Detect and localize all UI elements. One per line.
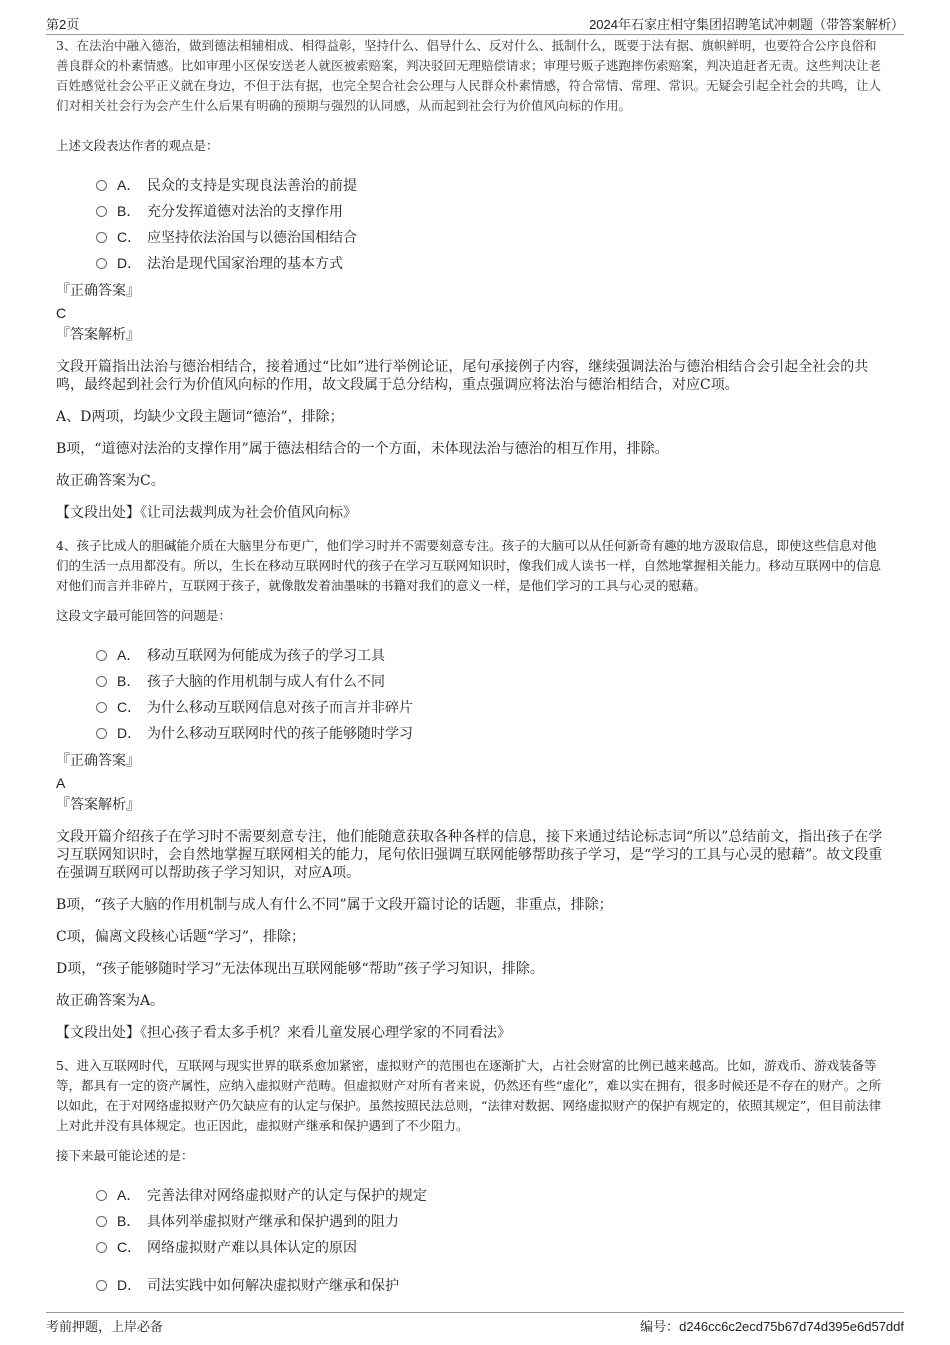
q4-options: [56, 642, 886, 746]
q5-question: 接下来最可能论述的是：: [56, 1148, 194, 1163]
page-content: [56, 34, 886, 1298]
q4-explain-label: 『答案解析』: [56, 797, 140, 813]
radio-icon[interactable]: [96, 1216, 107, 1227]
radio-icon[interactable]: [96, 180, 107, 191]
page-number: 第2页: [46, 17, 80, 32]
q5-option-a[interactable]: A． 完善法律对网络虚拟财产的认定与保护的规定: [56, 1182, 886, 1208]
q3-option-c[interactable]: C． 应坚持依法治国与以德治国相结合: [56, 224, 886, 250]
q3-explain-label: 『答案解析』: [56, 327, 140, 343]
q4-answer: A: [56, 775, 66, 791]
q3-explain-4: 故正确答案为C。: [56, 473, 165, 489]
q4-option-d[interactable]: D． 为什么移动互联网时代的孩子能够随时学习: [56, 720, 886, 746]
q4-explain-2: B项，“孩子大脑的作用机制与成人有什么不同”属于文段开篇讨论的话题，非重点，排除；: [56, 897, 613, 913]
q4-option-b[interactable]: B． 孩子大脑的作用机制与成人有什么不同: [56, 668, 886, 694]
radio-icon[interactable]: [96, 232, 107, 243]
q5-option-b[interactable]: B． 具体列举虚拟财产继承和保护遇到的阻力: [56, 1208, 886, 1234]
q5-option-d[interactable]: D． 司法实践中如何解决虚拟财产继承和保护: [56, 1272, 886, 1298]
q3-answer-label: 『正确答案』: [56, 283, 140, 299]
q4-explain-5: 故正确答案为A。: [56, 993, 165, 1009]
q4-answer-label: 『正确答案』: [56, 753, 140, 769]
radio-icon[interactable]: [96, 728, 107, 739]
q3-option-b[interactable]: B． 充分发挥道德对法治的支撑作用: [56, 198, 886, 224]
q5-option-c[interactable]: C． 网络虚拟财产难以具体认定的原因: [56, 1234, 886, 1260]
q3-options: [56, 172, 886, 276]
q4-explain-3: C项，偏离文段核心话题“学习”，排除；: [56, 929, 306, 945]
q3-passage: 3、在法治中融入德治，做到德法相辅相成、相得益彰，坚持什么、倡导什么、反对什么、抵制什么，既要于法有据、旗帜鲜明，也要符合公序良俗和善良群众的朴素情感。比如审理小区保安送老人就医被索赔案，判决驳回无理赔偿请求；审理号贩子逃跑摔伤索赔案，判决追赶者无责。这些判决让老百姓感觉社会公平正义就在身边，不但于法有据，也完全契合社会公理与人民群众朴素情感，符合常情、常理、常识。无疑会引起全社会的共鸣，让人们对相关社会行为会产生什么后果有明确的预期与强烈的认同感，从而起到社会行为价值风向标的作用。: [56, 38, 882, 113]
q5-passage: 5、进入互联网时代，互联网与现实世界的联系愈加紧密，虚拟财产的范围也在逐渐扩大，占社会财富的比例已越来越高。比如，游戏币、游戏装备等等，都具有一定的资产属性，应纳入虚拟财产范畴。但虚拟财产对所有者来说，仍然还有些“虚化”，难以实在拥有，很多时候还是不存在的财产。之所以如此，在于对网络虚拟财产仍欠缺应有的认定与保护。虽然按照民法总则，“法律对数据、网络虚拟财产的保护有规定的，依照其规定”，但目前法律上对此并没有具体规定。也正因此，虚拟财产继承和保护遇到了不少阻力。: [56, 1058, 882, 1133]
page-header: [46, 14, 904, 35]
q3-question: 上述文段表达作者的观点是：: [56, 138, 219, 153]
footer-slogan: 考前押题，上岸必备: [46, 1320, 164, 1335]
q4-passage: 4、孩子比成人的胆碱能介质在大脑里分布更广，他们学习时并不需要刻意专注。孩子的大脑可以从任何新奇有趣的地方汲取信息，即使这些信息对他们的生活一点用都没有。所以，生长在移动互联网时代的孩子在学习互联网知识时，像我们成人读书一样，自然地掌握相关能力。移动互联网中的信息对他们而言并非碎片，互联网于孩子，就像散发着油墨味的书籍对我们的意义一样，是他们学习的工具与心灵的慰藉。: [56, 538, 882, 593]
radio-icon[interactable]: [96, 1280, 107, 1291]
q4-option-c[interactable]: C． 为什么移动互联网信息对孩子而言并非碎片: [56, 694, 886, 720]
radio-icon[interactable]: [96, 258, 107, 269]
radio-icon[interactable]: [96, 650, 107, 661]
q3-answer: C: [56, 305, 67, 321]
document-id: 编号：d246cc6c2ecd75b67d74d395e6d57ddf: [640, 1319, 904, 1334]
radio-icon[interactable]: [96, 702, 107, 713]
q3-explain-2: A、D两项，均缺少文段主题词“德治”，排除；: [56, 409, 344, 425]
q3-explain-3: B项，“道德对法治的支撑作用”属于德法相结合的一个方面，未体现法治与德治的相互作用，排除。: [56, 441, 669, 457]
q3-explain-1: 文段开篇指出法治与德治相结合，接着通过“比如”进行举例论证，尾句承接例子内容，继续强调法治与德治相结合会引起全社会的共鸣，最终起到社会行为价值风向标的作用，故文段属于总分结构，重点强调应将法治与德治相结合，对应C项。: [56, 359, 869, 393]
q4-explain-4: D项，“孩子能够随时学习”无法体现出互联网能够“帮助”孩子学习知识，排除。: [56, 961, 544, 977]
radio-icon[interactable]: [96, 676, 107, 687]
q4-option-a[interactable]: A． 移动互联网为何能成为孩子的学习工具: [56, 642, 886, 668]
radio-icon[interactable]: [96, 1190, 107, 1201]
radio-icon[interactable]: [96, 1242, 107, 1253]
q3-option-a[interactable]: A． 民众的支持是实现良法善治的前提: [56, 172, 886, 198]
q4-question: 这段文字最可能回答的问题是：: [56, 608, 232, 623]
q4-explain-1: 文段开篇介绍孩子在学习时不需要刻意专注，他们能随意获取各种各样的信息，接下来通过结论标志词“所以”总结前文，指出孩子在学习互联网知识时，会自然地掌握互联网相关的能力，尾句依旧强调互联网能够帮助孩子学习，是“学习的工具与心灵的慰藉”。故文段重在强调互联网可以帮助孩子学习知识，对应A项。: [56, 829, 883, 881]
q5-options: [56, 1182, 886, 1298]
q3-source: 【文段出处】《让司法裁判成为社会价值风向标》: [56, 505, 357, 521]
radio-icon[interactable]: [96, 206, 107, 217]
document-title: 2024年石家庄相守集团招聘笔试冲刺题（带答案解析）: [589, 17, 904, 32]
q3-option-d[interactable]: D． 法治是现代国家治理的基本方式: [56, 250, 886, 276]
page-footer: [46, 1312, 904, 1337]
q4-source: 【文段出处】《担心孩子看太多手机？来看儿童发展心理学家的不同看法》: [56, 1025, 511, 1041]
